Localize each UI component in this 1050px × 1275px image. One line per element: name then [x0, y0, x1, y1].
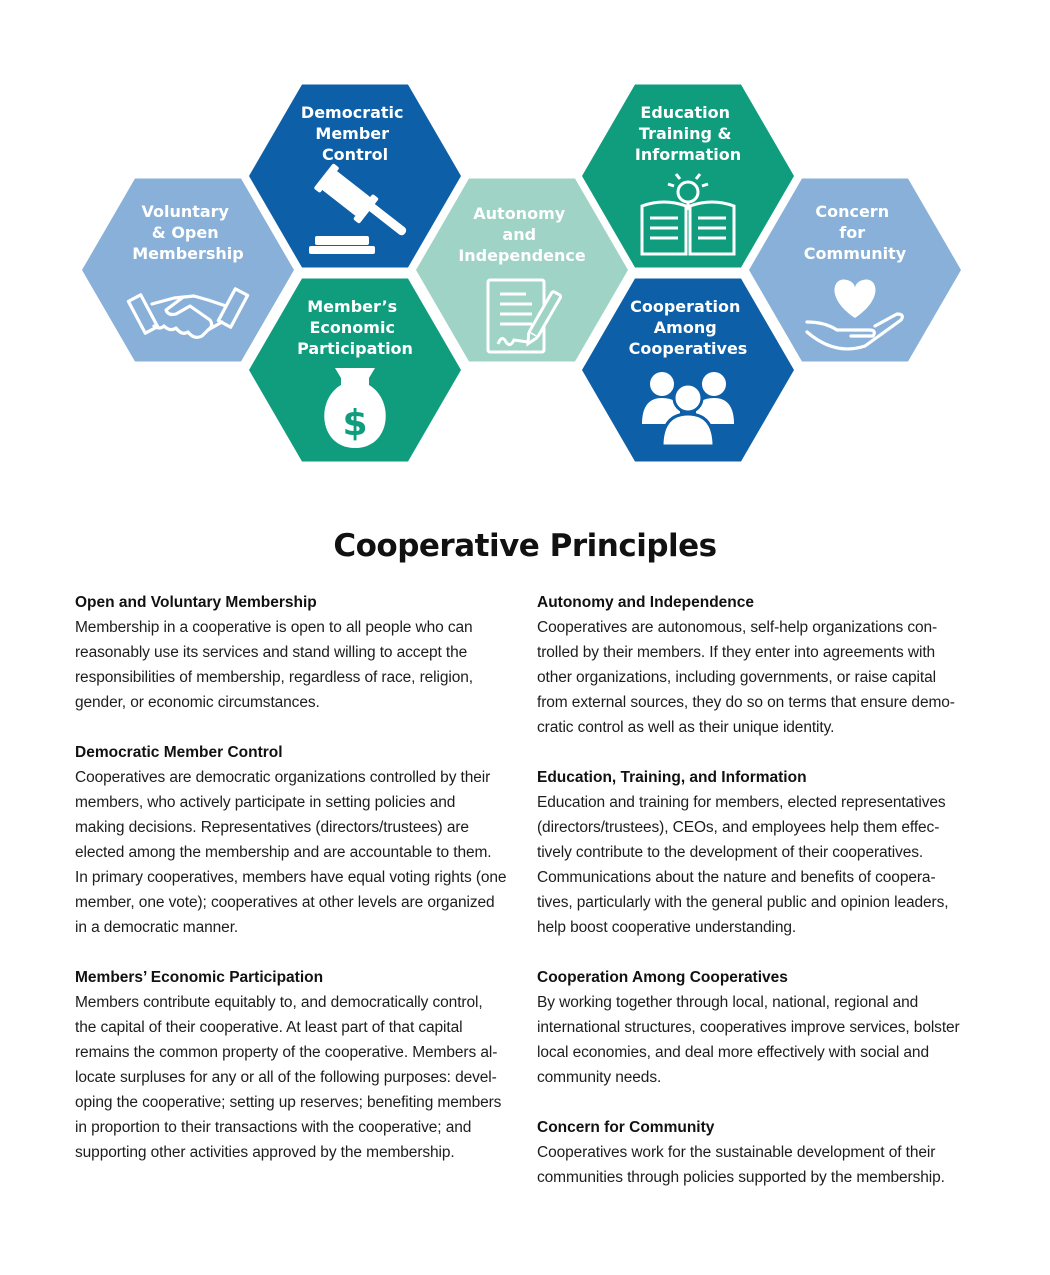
- principle-text-line: Cooperatives are democratic organizations controlled by their: [75, 769, 491, 786]
- hex-members-economic-participation: [249, 279, 461, 462]
- hex-label-line: Information: [634, 145, 742, 164]
- principle-text-line: By working together through local, national, regional and: [537, 994, 919, 1011]
- hex-label-line: Membership: [132, 244, 244, 263]
- hex-label-line: Member: [315, 124, 390, 143]
- principles-left-column: [75, 590, 515, 1190]
- principle-text-line: making decisions. Representatives (directors/trustees) are: [75, 819, 469, 836]
- hex-education-training-information: [582, 85, 794, 268]
- hex-label-line: Community: [803, 244, 907, 263]
- principle-text-line: Membership in a cooperative is open to all people who can: [75, 619, 473, 636]
- principle-text-line: communities through policies supported by the membership.: [537, 1169, 945, 1186]
- principle-text-line: other organizations, including governments, or raise capital: [537, 669, 936, 686]
- svg-text:Member’s Economic: [297, 297, 413, 358]
- principle-heading: Democratic Member Control: [75, 744, 283, 761]
- principle-section: [75, 965, 515, 1165]
- hex-label-line: Concern: [815, 202, 890, 221]
- hex-label-line: Control: [321, 145, 389, 164]
- principle-text-line: elected among the membership and are accountable to them.: [75, 844, 492, 861]
- hex-concern-for-community: [749, 179, 961, 362]
- principle-text-line: in proportion to their transactions with the cooperative; and: [75, 1119, 472, 1136]
- principle-text-line: responsibilities of membership, regardless of race, religion,: [75, 669, 473, 686]
- principle-heading: Cooperation Among Cooperatives: [537, 969, 788, 986]
- principle-section: [537, 765, 977, 940]
- principle-heading: Autonomy and Independence: [537, 594, 755, 611]
- principle-text-line: remains the common property of the cooperative. Members al-: [75, 1044, 498, 1061]
- principle-text-line: Members contribute equitably to, and democratically control,: [75, 994, 483, 1011]
- principle-heading: Education, Training, and Information: [537, 769, 807, 786]
- principle-text-line: tively contribute to the development of their cooperatives.: [537, 844, 924, 861]
- principle-text-line: cratic control as well as their unique identity.: [537, 719, 835, 736]
- principle-text-line: (directors/trustees), CEOs, and employees help them effec-: [537, 819, 940, 836]
- principle-text-line: international structures, cooperatives improve services, bolster: [537, 1019, 960, 1036]
- principle-section: [537, 1115, 977, 1190]
- principle-section: [75, 740, 515, 940]
- hex-label-line: Participation: [297, 339, 413, 358]
- principle-text-line: from external sources, they do so on terms that ensure demo-: [537, 694, 955, 711]
- principle-section: [75, 590, 515, 715]
- hex-label-line: Training &: [638, 124, 732, 143]
- principle-heading: Members’ Economic Participation: [75, 969, 324, 986]
- hex-label-line: Voluntary: [141, 202, 229, 221]
- principle-text-line: oping the cooperative; setting up reserves; benefiting members: [75, 1094, 502, 1111]
- svg-text:$: $: [342, 403, 368, 444]
- cooperative-principles-hex-diagram: [0, 0, 1050, 480]
- principle-section: [537, 965, 977, 1090]
- svg-text:Education Training &: [635, 103, 741, 164]
- hex-label-line: Education: [640, 103, 730, 122]
- hex-voluntary-open-membership: [82, 179, 294, 362]
- principle-text-line: Communications about the nature and benefits of coopera-: [537, 869, 936, 886]
- hex-label-line: Democratic: [300, 103, 404, 122]
- page-title: Cooperative Principles: [333, 528, 717, 564]
- hex-label-line: Independence: [458, 246, 586, 265]
- principle-text-line: reasonably use its services and stand willing to accept the: [75, 644, 468, 661]
- principle-text-line: Cooperatives are autonomous, self-help organizations con-: [537, 619, 938, 636]
- hex-label-line: Autonomy: [473, 204, 566, 223]
- principle-text-line: in a democratic manner.: [75, 919, 239, 936]
- principle-text-line: help boost cooperative understanding.: [537, 919, 797, 936]
- principle-text-line: local economies, and deal more effectively with social and: [537, 1044, 929, 1061]
- hex-label-line: Economic: [309, 318, 395, 337]
- principle-text-line: trolled by their members. If they enter into agreements with: [537, 644, 936, 661]
- hex-label-line: for: [839, 223, 866, 242]
- hex-label-line: Among: [653, 318, 717, 337]
- principle-text-line: community needs.: [537, 1069, 662, 1086]
- hex-democratic-member-control: [249, 85, 461, 268]
- principle-text-line: gender, or economic circumstances.: [75, 694, 320, 711]
- principle-text-line: the capital of their cooperative. At least part of that capital: [75, 1019, 463, 1036]
- principle-text-line: Education and training for members, elected representatives: [537, 794, 946, 811]
- hex-label-line: Member’s: [307, 297, 398, 316]
- hex-cooperation-among-cooperatives: [582, 279, 794, 462]
- principle-text-line: tives, particularly with the general public and opinion leaders,: [537, 894, 949, 911]
- principle-text-line: members, who actively participate in setting policies and: [75, 794, 456, 811]
- principle-heading: Concern for Community: [537, 1119, 715, 1136]
- principle-heading: Open and Voluntary Membership: [75, 594, 317, 611]
- principle-text-line: locate surpluses for any or all of the following purposes: devel-: [75, 1069, 497, 1086]
- hex-label-line: and: [502, 225, 537, 244]
- hex-label-line: & Open: [151, 223, 219, 242]
- hex-label-line: Cooperation: [630, 297, 741, 316]
- principle-section: [537, 590, 977, 740]
- principle-text-line: In primary cooperatives, members have equal voting rights (one: [75, 869, 507, 886]
- principle-text-line: supporting other activities approved by the membership.: [75, 1144, 455, 1161]
- principles-right-column: [537, 590, 977, 1215]
- principle-text-line: member, one vote); cooperatives at other levels are organized: [75, 894, 495, 911]
- hex-label-line: Cooperatives: [628, 339, 748, 358]
- principle-text-line: Cooperatives work for the sustainable development of their: [537, 1144, 936, 1161]
- hex-autonomy-independence: [416, 179, 628, 362]
